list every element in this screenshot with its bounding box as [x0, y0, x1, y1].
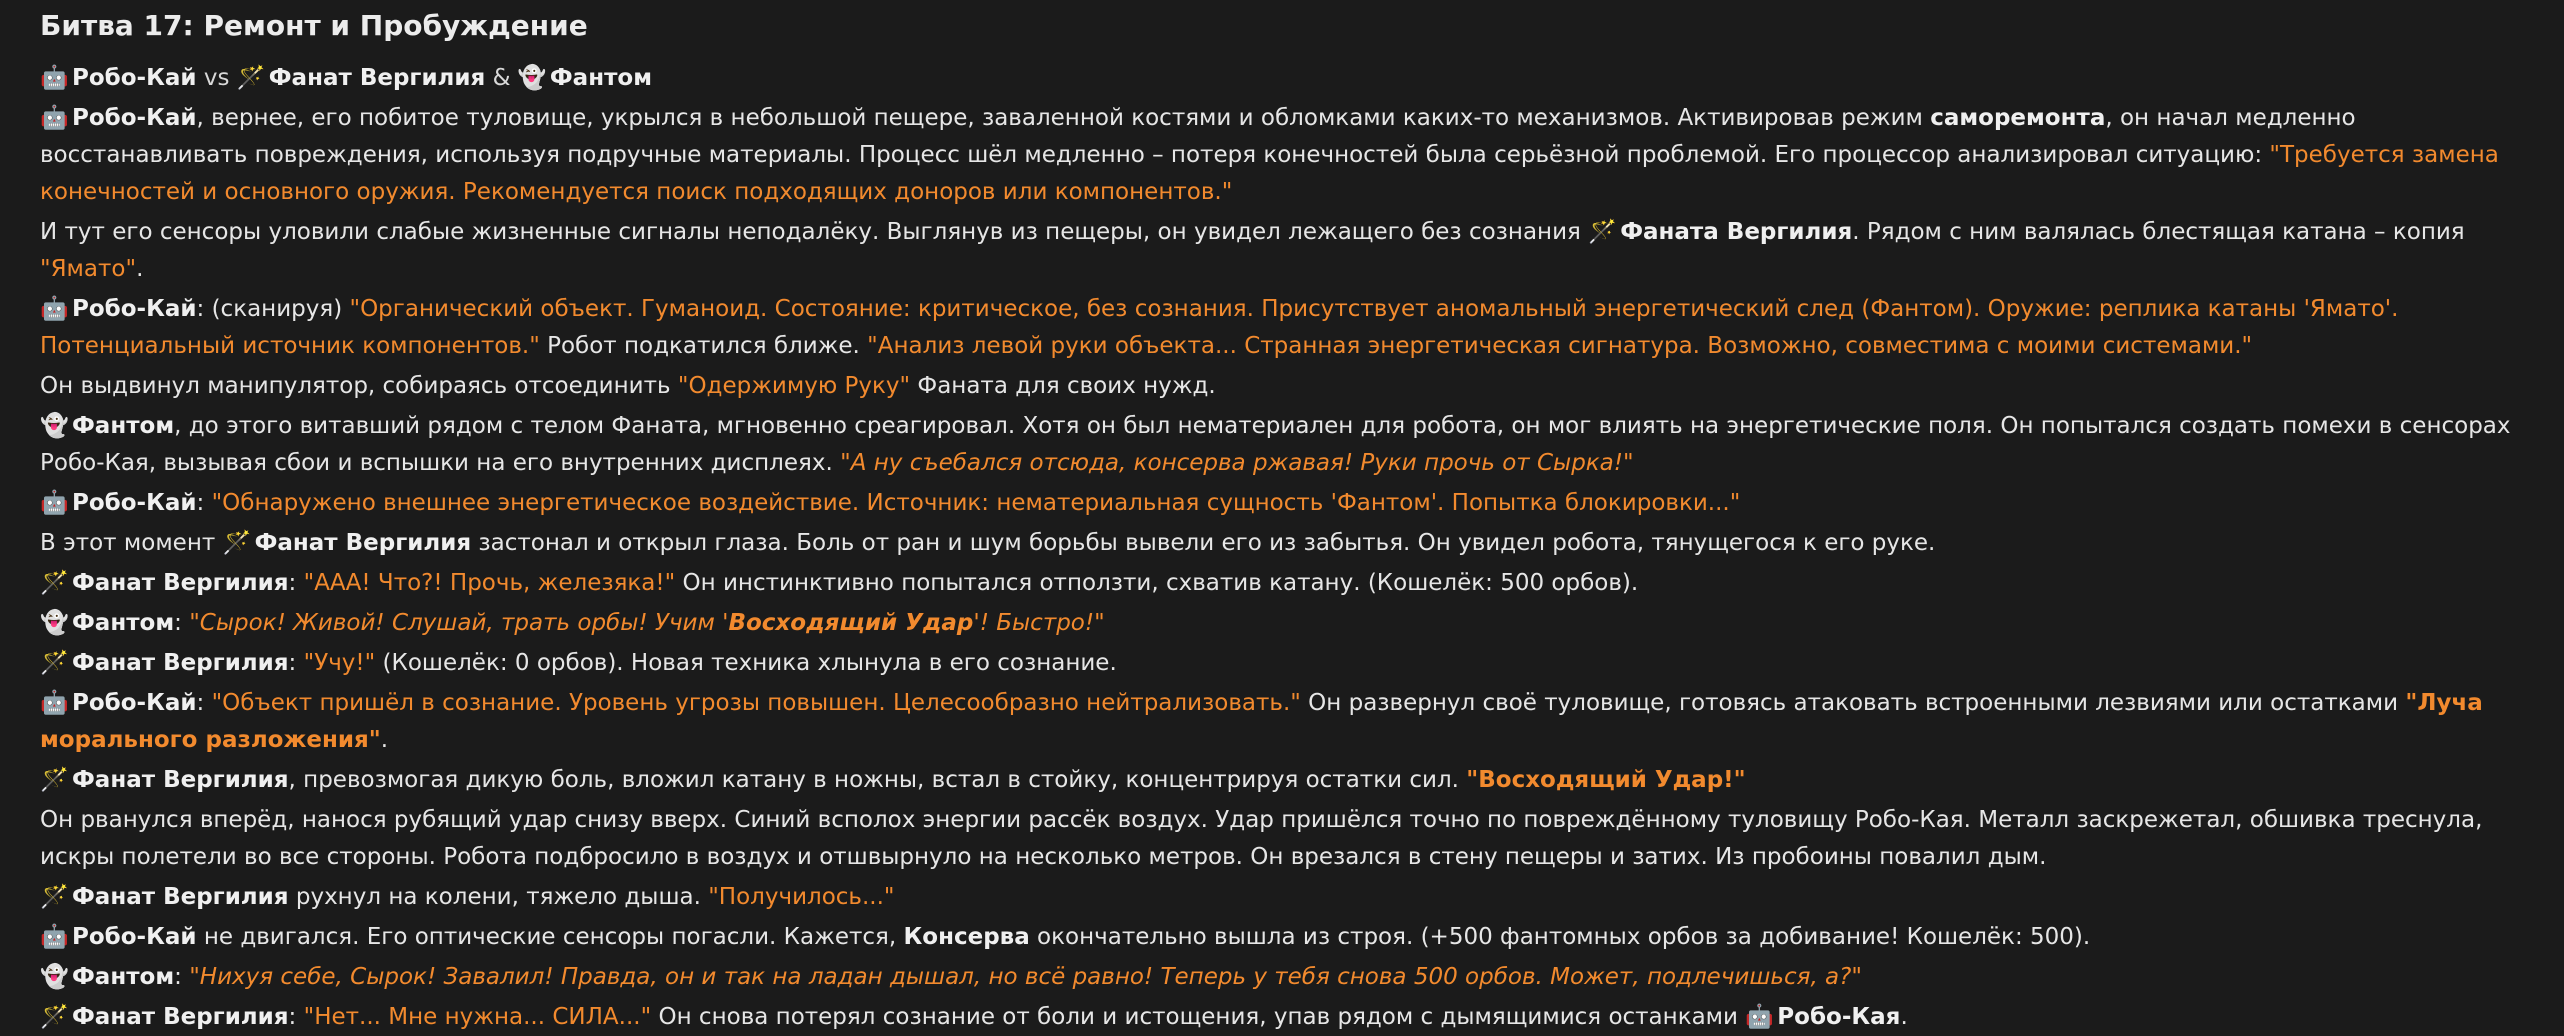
bold-term: Консерва	[903, 924, 1030, 950]
quote-italic: "Сырок! Живой! Слушай, трать орбы! Учим '	[189, 610, 729, 636]
weapon-name: морального разложения"	[40, 727, 381, 753]
text: Он выдвинул манипулятор, собираясь отсоединить	[40, 373, 678, 399]
text: (Кошелёк: 0 орбов). Новая техника хлынула в его сознание.	[375, 650, 1117, 676]
magic-wand-icon: 🪄	[40, 650, 69, 676]
name-fan: Фанат Вергилия	[72, 650, 289, 676]
story-paragraph	[40, 999, 2534, 1036]
text: Фаната для своих нужд.	[910, 373, 1216, 399]
quote: "Органический объект. Гуманоид. Состояние: критическое, без сознания. Присутствует аномальный энергетический след (Фантом). Оружие: реплика катаны 'Ямато'. Потенциальный источник компонентов."	[40, 296, 2399, 359]
skill-name: Восходящий Удар	[728, 610, 974, 636]
text: Он снова потерял сознание от боли и истощения, упав рядом с дымящимися останками	[651, 1004, 1746, 1030]
robot-face-icon: 🤖	[40, 490, 69, 516]
story-paragraph	[40, 291, 2534, 365]
story-paragraph	[40, 605, 2534, 642]
story-paragraph	[40, 802, 2534, 876]
text: .	[1900, 1004, 1908, 1030]
text: :	[196, 490, 212, 516]
magic-wand-icon: 🪄	[40, 767, 69, 793]
name-ghost: Фантом	[72, 964, 175, 990]
text: И тут его сенсоры уловили слабые жизненные сигналы неподалёку. Выглянув из пещеры, он увидел лежащего без сознания	[40, 219, 1589, 245]
story-paragraph	[40, 879, 2534, 916]
name-fan: Фанат Вергилия	[268, 65, 486, 91]
ghost-icon: 👻	[40, 413, 69, 439]
text: :	[196, 690, 212, 716]
name-ghost: Фантом	[72, 413, 175, 439]
text: В этот момент	[40, 530, 223, 556]
robot-face-icon: 🤖	[40, 105, 69, 131]
skill-name: "Восходящий Удар!"	[1466, 767, 1746, 793]
name-robo: Робо-Кай	[72, 924, 197, 950]
quote: "Требуется замена конечностей и основного оружия. Рекомендуется поиск подходящих доноров или компонентов."	[40, 142, 2499, 205]
text: рухнул на колени, тяжело дыша.	[288, 884, 709, 910]
robot-face-icon: 🤖	[40, 690, 69, 716]
quote: "Получилось..."	[708, 884, 895, 910]
story-paragraph	[40, 762, 2534, 799]
text: не двигался. Его оптические сенсоры погасли. Кажется,	[196, 924, 904, 950]
robot-face-icon: 🤖	[40, 65, 69, 91]
name-robo-gen: Робо-Кая	[1777, 1004, 1901, 1030]
story-paragraph	[40, 214, 2534, 288]
story-paragraph	[40, 368, 2534, 405]
quote-italic: '! Быстро!"	[973, 610, 1105, 636]
robot-face-icon: 🤖	[1745, 1004, 1774, 1030]
name-robo: Робо-Кай	[72, 490, 197, 516]
quote: "Одержимую Руку"	[677, 373, 911, 399]
quote: "Обнаружено внешнее энергетическое воздействие. Источник: нематериальная сущность 'Фантом'. Попытка блокировки..."	[211, 490, 1741, 516]
magic-wand-icon: 🪄	[236, 65, 266, 91]
text: :	[174, 964, 190, 990]
text: , до этого витавший рядом с телом Фаната, мгновенно среагировал. Хотя он был нематериален для робота, он мог влиять на энергетические поля. Он попытался создать помехи в сенсорах Робо-Кая, вызывая сбои и вспышки на его внутренних дисплеях.	[40, 413, 2511, 476]
magic-wand-icon: 🪄	[40, 884, 69, 910]
text: :	[288, 650, 304, 676]
robot-face-icon: 🤖	[40, 296, 69, 322]
text: , превозмогая дикую боль, вложил катану в ножны, встал в стойку, концентрируя остатки сил.	[288, 767, 1467, 793]
text: . Рядом с ним валялась блестящая катана – копия	[1852, 219, 2465, 245]
story-paragraph	[40, 645, 2534, 682]
name-fan: Фанат Вергилия	[254, 530, 472, 556]
quote-italic: "А ну съебался отсюда, консерва ржавая! Руки прочь от Сырка!"	[840, 450, 1634, 476]
text: Робот подкатился ближе.	[539, 333, 868, 359]
magic-wand-icon: 🪄	[40, 570, 69, 596]
quote: "Учу!"	[303, 650, 376, 676]
text: :	[288, 1004, 304, 1030]
weapon-name: "Луча	[2405, 690, 2483, 716]
story-paragraph	[40, 100, 2534, 211]
quote: "Ямато"	[40, 256, 137, 282]
vs-label: vs	[203, 65, 230, 91]
story-paragraph	[40, 565, 2534, 602]
text: Он рванулся вперёд, нанося рубящий удар снизу вверх. Синий всполох энергии рассёк воздух. Удар пришёлся точно по повреждённому туловищу Робо-Кая. Металл заскрежетал, обшивка треснула, искры полетели во все стороны. Робота подбросило в воздух и отшвырнуло на несколько метров. Он врезался в стену пещеры и затих. Из пробоины повалил дым.	[40, 807, 2483, 870]
amp-label: &	[492, 65, 511, 91]
ghost-icon: 👻	[517, 65, 547, 91]
story-paragraph	[40, 408, 2534, 482]
quote-italic: "Нихуя себе, Сырок! Завалил! Правда, он и так на ладан дышал, но всё равно! Теперь у тебя снова 500 орбов. Может, подлечишься, а?"	[189, 964, 1862, 990]
bold-term: саморемонта	[1930, 105, 2106, 131]
text: , он начал медленно восстанавливать повреждения, используя подручные материалы. Процесс шёл медленно – потеря конечностей была серьёзной проблемой. Его процессор анализировал ситуацию:	[40, 105, 2356, 168]
name-robo: Робо-Кай	[72, 296, 197, 322]
page-title: Битва 17: Ремонт и Пробуждение	[40, 9, 588, 42]
text: Он развернул своё туловище, готовясь атаковать встроенными лезвиями или остатками	[1300, 690, 2406, 716]
text: :	[174, 610, 190, 636]
magic-wand-icon: 🪄	[222, 530, 252, 556]
name-ghost: Фантом	[72, 610, 175, 636]
ghost-icon: 👻	[40, 964, 69, 990]
quote: "Объект пришёл в сознание. Уровень угрозы повышен. Целесообразно нейтрализовать."	[211, 690, 1301, 716]
robot-face-icon: 🤖	[40, 924, 69, 950]
name-fan: Фанат Вергилия	[72, 884, 289, 910]
text: , вернее, его побитое туловище, укрылся в небольшой пещере, заваленной костями и обломками каких-то механизмов. Активировав режим	[196, 105, 1931, 131]
ghost-icon: 👻	[40, 610, 69, 636]
quote: "Нет... Мне нужна... СИЛА..."	[303, 1004, 652, 1030]
name-ghost: Фантом	[549, 65, 653, 91]
story-paragraph	[40, 959, 2534, 996]
text: окончательно вышла из строя. (+500 фантомных орбов за добивание! Кошелёк: 500).	[1029, 924, 2091, 950]
name-fan: Фанат Вергилия	[72, 767, 289, 793]
text: .	[380, 727, 389, 753]
story-paragraph	[40, 919, 2534, 956]
name-fan-gen: Фаната Вергилия	[1620, 219, 1853, 245]
text: : (сканируя)	[196, 296, 350, 322]
text: :	[288, 570, 304, 596]
name-robo: Робо-Кай	[72, 65, 197, 91]
text: застонал и открыл глаза. Боль от ран и шум борьбы вывели его из забытья. Он увидел робота, тянущегося к его руке.	[471, 530, 1936, 556]
text: Он инстинктивно попытался отползти, схватив катану. (Кошелёк: 500 орбов).	[675, 570, 1639, 596]
magic-wand-icon: 🪄	[1588, 219, 1617, 245]
name-robo: Робо-Кай	[72, 105, 197, 131]
story-paragraph	[40, 525, 2534, 562]
quote: "Анализ левой руки объекта... Странная энергетическая сигнатура. Возможно, совместима с моими системами."	[867, 333, 2253, 359]
magic-wand-icon: 🪄	[40, 1004, 69, 1030]
name-fan: Фанат Вергилия	[72, 570, 289, 596]
participants-line	[40, 60, 2534, 97]
text: .	[136, 256, 144, 282]
story-paragraph	[40, 485, 2534, 522]
name-robo: Робо-Кай	[72, 690, 197, 716]
story-paragraph	[40, 685, 2534, 759]
name-fan: Фанат Вергилия	[72, 1004, 289, 1030]
quote: "ААА! Что?! Прочь, железяка!"	[303, 570, 676, 596]
